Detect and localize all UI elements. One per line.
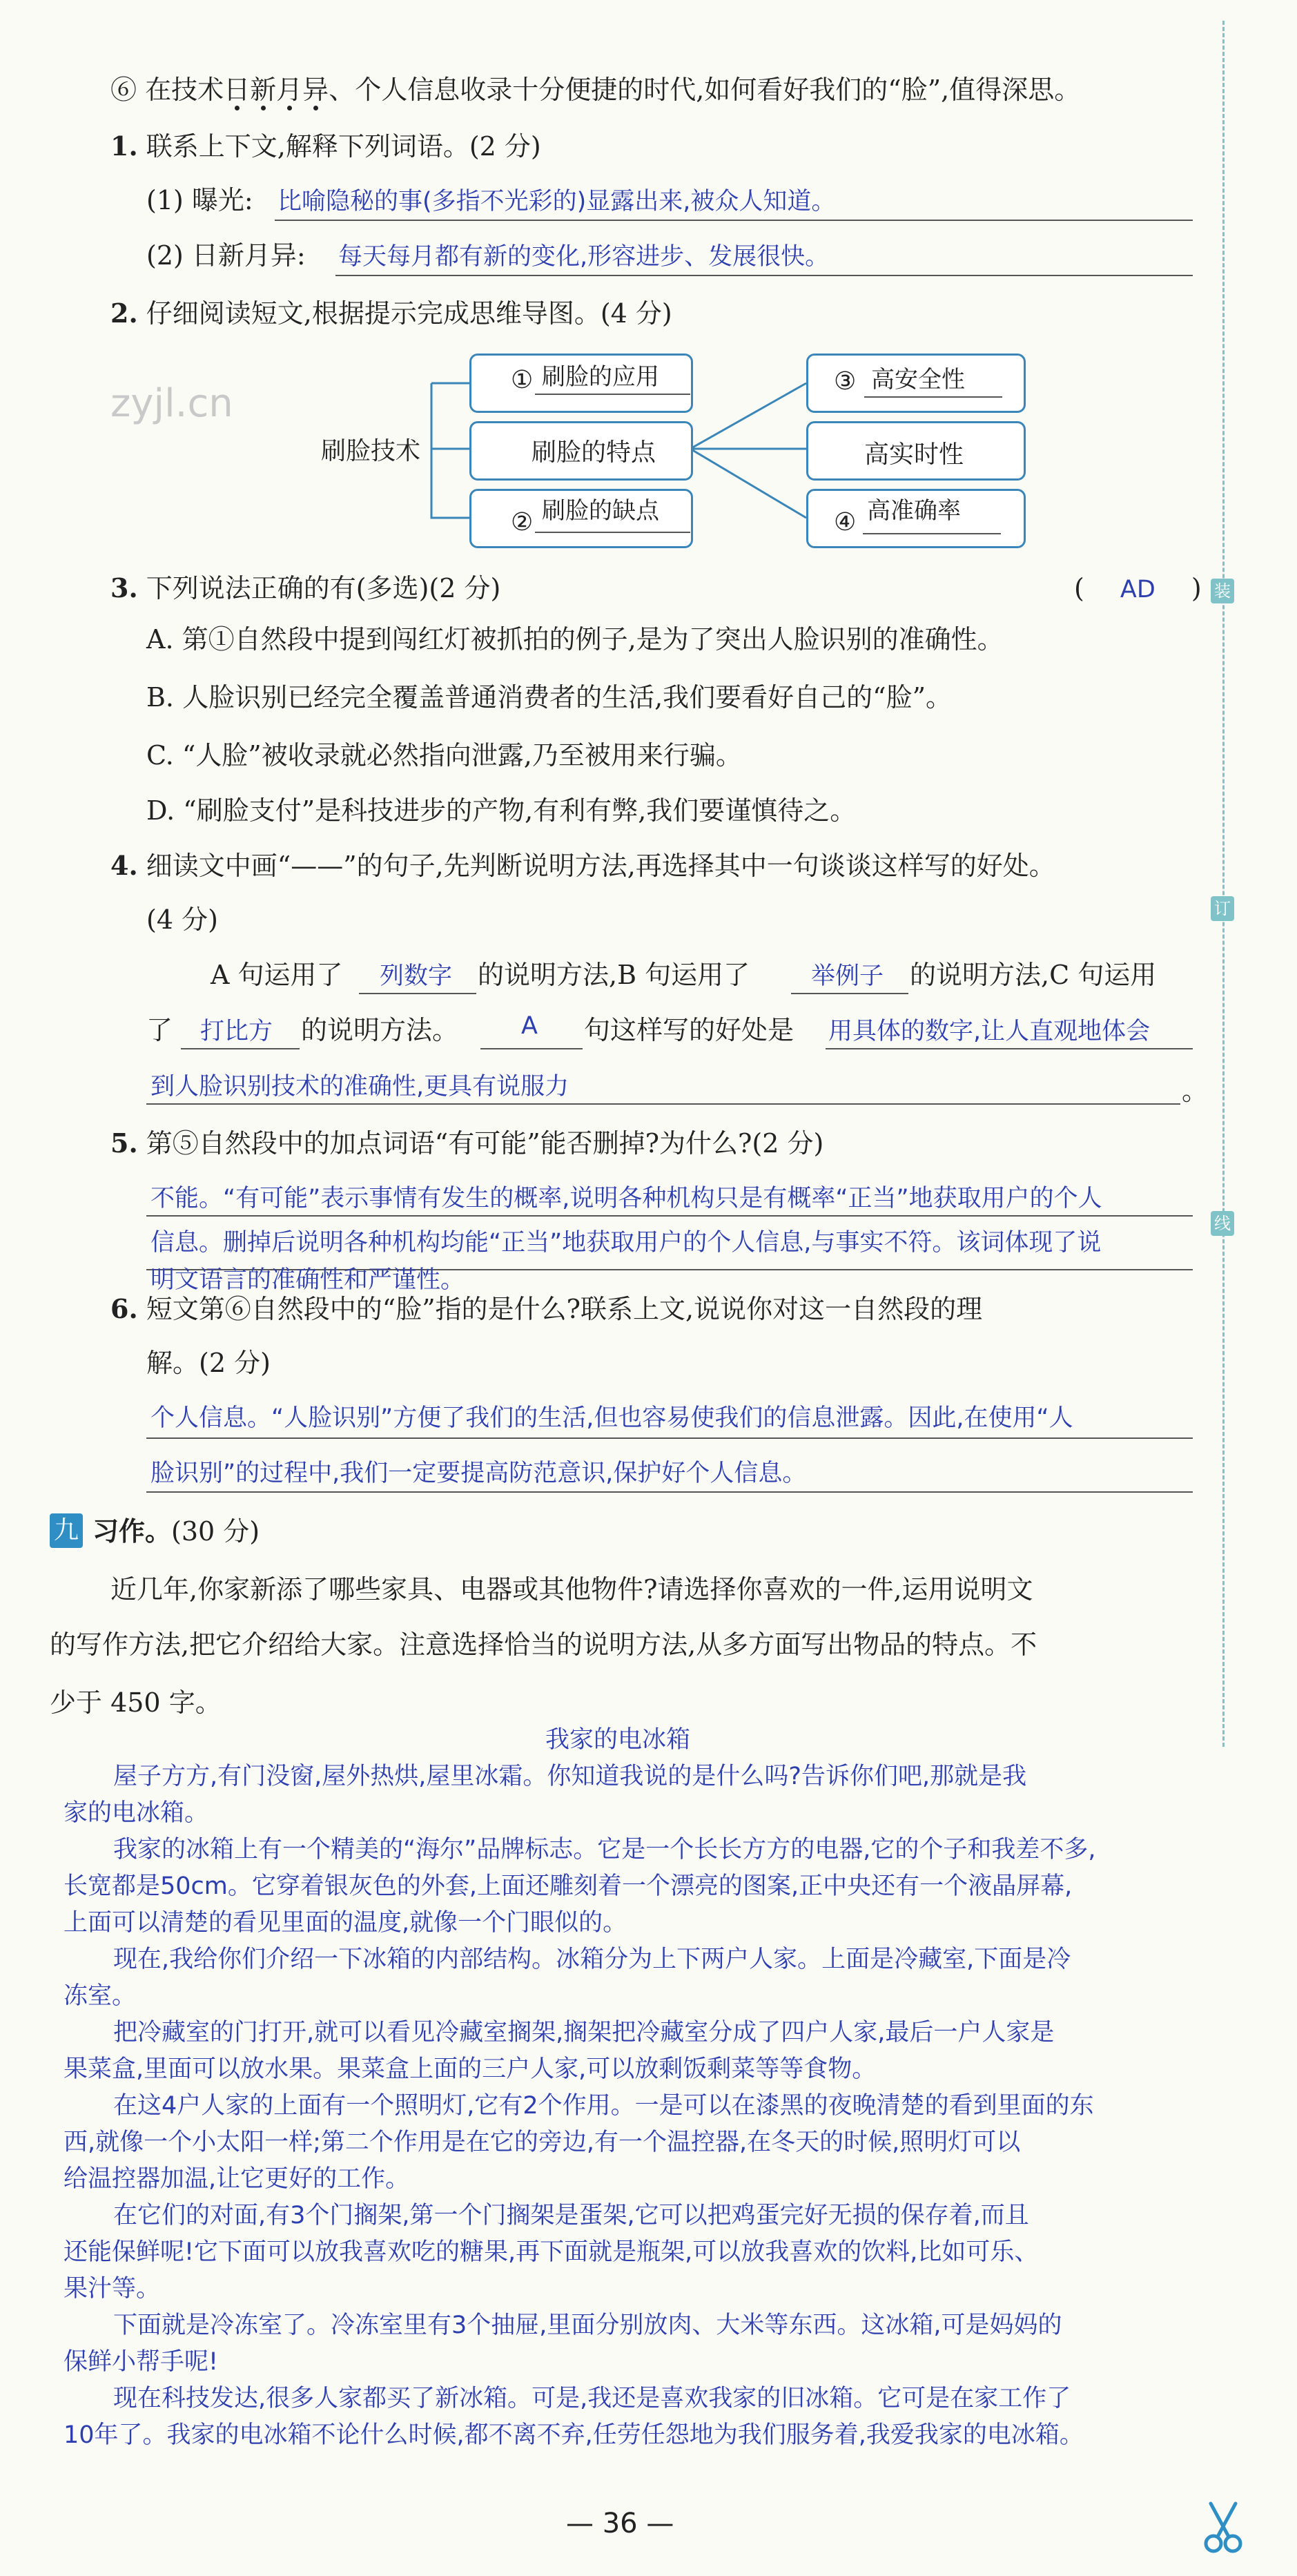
- essay-line: 家的电冰箱。: [64, 1799, 209, 1827]
- essay-line: 我家的冰箱上有一个精美的“海尔”品牌标志。它是一个长长方方的电器,它的个子和我差不多,: [113, 1836, 1096, 1863]
- side-label-ding: 订: [1211, 896, 1234, 921]
- q5-answer-line-1: 不能。“有可能”表示事情有发生的概率,说明各种机构只是有概率“正当”地获取用户的个人: [150, 1185, 1102, 1212]
- page-number: — 36 —: [566, 2508, 674, 2539]
- essay-line: 冻室。: [64, 1982, 137, 2010]
- essay-line: 还能保鲜呢!它下面可以放我喜欢吃的糖果,再下面就是瓶架,可以放我喜欢的饮料,比如可乐、: [64, 2238, 1039, 2266]
- scissors-icon: [1201, 2499, 1245, 2555]
- q6-prompt: 6. 短文第⑥自然段中的“脸”指的是什么?联系上文,说说你对这一自然段的理: [110, 1293, 983, 1324]
- q4-prompt: 4. 细读文中画“——”的句子,先判断说明方法,再选择其中一句谈谈这样写的好处。: [110, 850, 1055, 881]
- essay-line: 西,就像一个小太阳一样;第二个作用是在它的旁边,有一个温控器,在冬天的时候,照明灯可以: [64, 2129, 1021, 2156]
- q4-end: 。: [1182, 1076, 1209, 1106]
- writing-prompt-2: 的写作方法,把它介绍给大家。注意选择恰当的说明方法,从多方面写出物品的特点。不: [50, 1629, 1037, 1660]
- essay-line: 在它们的对面,有3个门搁架,第一个门搁架是蛋架,它可以把鸡蛋完好无损的保存着,而且: [113, 2202, 1029, 2229]
- node-number: ①: [511, 366, 534, 394]
- essay-line: 现在,我给你们介绍一下冰箱的内部结构。冰箱分为上下两户人家。上面是冷藏室,下面是冷: [113, 1946, 1071, 1973]
- q4-score: (4 分): [146, 904, 218, 935]
- writing-prompt-3: 少于 450 字。: [50, 1687, 222, 1718]
- essay-line: 屋子方方,有门没窗,屋外热烘,屋里冰霜。你知道我说的是什么吗?告诉你们吧,那就是我: [113, 1763, 1027, 1790]
- q4-text-2: 的说明方法,B 句运用了: [478, 960, 750, 990]
- node-number: ②: [511, 508, 534, 536]
- essay-line: 下面就是冷冻室了。冷冻室里有3个抽屉,里面分别放肉、大米等东西。这冰箱,可是妈妈的: [113, 2312, 1062, 2339]
- q2-prompt: 2. 仔细阅读短文,根据提示完成思维导图。(4 分): [110, 298, 672, 329]
- dotted-char: 新: [250, 75, 277, 105]
- q4-text-5: 的说明方法。: [301, 1015, 459, 1045]
- essay-line: 果汁等。: [64, 2275, 161, 2303]
- watermark: zyjl.cn: [110, 381, 233, 426]
- q4-answer-1: 列数字: [380, 962, 453, 990]
- q3-option-a: A. 第①自然段中提到闯红灯被抓拍的例子,是为了突出人脸识别的准确性。: [146, 624, 1004, 655]
- answer-line: [146, 1491, 1193, 1493]
- answer-line: [864, 396, 1002, 398]
- essay-line: 把冷藏室的门打开,就可以看见冷藏室搁架,搁架把冷藏室分成了四户人家,最后一户人家是: [113, 2019, 1055, 2046]
- q6-prompt-2: 解。(2 分): [146, 1348, 271, 1378]
- q1-item2-answer: 每天每月都有新的变化,形容进步、发展很快。: [338, 243, 830, 271]
- para-number: ⑥: [110, 75, 137, 105]
- essay-line: 保鲜小帮手呢!: [64, 2348, 219, 2376]
- essay-line: 给温控器加温,让它更好的工作。: [64, 2165, 410, 2193]
- essay-line: 果菜盒,里面可以放水果。果菜盒上面的三户人家,可以放剩饭剩菜等等食物。: [64, 2055, 877, 2083]
- q5-answer-line-3: 明文语言的准确性和严谨性。: [150, 1266, 465, 1294]
- answer-line: [146, 1437, 1193, 1439]
- q1-prompt: 1. 联系上下文,解释下列词语。(2 分): [110, 130, 541, 162]
- node-label: 高实时性: [864, 440, 964, 469]
- writing-prompt-1: 近几年,你家新添了哪些家具、电器或其他物件?请选择你喜欢的一件,运用说明文: [110, 1574, 1033, 1605]
- mindmap-root: 刷脸技术: [321, 437, 421, 465]
- essay-title: 我家的电冰箱: [545, 1726, 691, 1754]
- section-badge: 九: [50, 1513, 83, 1548]
- answer-line: [146, 1103, 1180, 1105]
- answer-line: [826, 1048, 1193, 1049]
- q4-text-3: 的说明方法,C 句运用: [910, 960, 1157, 990]
- node-answer: 高安全性: [871, 366, 965, 394]
- q4-text-4: 了: [146, 1015, 173, 1045]
- essay-line: 10年了。我家的电冰箱不论什么时候,都不离不弃,任劳任怨地为我们服务着,我爱我家的电冰箱。: [64, 2421, 1084, 2449]
- essay-line: 现在科技发达,很多人家都买了新冰箱。可是,我还是喜欢我家的旧冰箱。它可是在家工作了: [113, 2385, 1071, 2412]
- side-label-xian: 线: [1211, 1211, 1234, 1236]
- q3-answer-paren: ( AD ): [1074, 573, 1202, 603]
- essay-line: 长宽都是50cm。它穿着银灰色的外套,上面还雕刻着一个漂亮的图案,正中央还有一个液晶屏幕,: [64, 1872, 1073, 1900]
- q3-answer: AD: [1120, 576, 1155, 603]
- q5-prompt: 5. 第⑤自然段中的加点词语“有可能”能否删掉?为什么?(2 分): [110, 1127, 824, 1159]
- para-text-pre: 在技术: [145, 75, 224, 105]
- q6-answer-line-1: 个人信息。“人脸识别”方便了我们的生活,但也容易使我们的信息泄露。因此,在使用“人: [150, 1404, 1073, 1432]
- node-answer: 高准确率: [867, 497, 961, 525]
- answer-line: [535, 394, 690, 395]
- node-number: ③: [834, 367, 857, 396]
- q3-prompt: 3. 下列说法正确的有(多选)(2 分): [110, 572, 501, 603]
- answer-line: [480, 1048, 583, 1049]
- q4-answer-5: 用具体的数字,让人直观地体会: [828, 1018, 1151, 1045]
- node-answer: 刷脸的应用: [542, 363, 659, 391]
- dotted-char: 月: [276, 75, 303, 105]
- q4-text-1: A 句运用了: [211, 960, 343, 990]
- q4-answer-4: A: [521, 1012, 538, 1040]
- q1-item1-label: (1) 曝光:: [146, 185, 253, 215]
- q4-answer-6: 到人脸识别技术的准确性,更具有说服力: [150, 1073, 569, 1101]
- essay-line: 上面可以清楚的看见里面的温度,就像一个门眼似的。: [64, 1909, 627, 1937]
- dotted-char: 日: [224, 75, 251, 105]
- essay-body: [64, 1759, 1096, 2454]
- q3-option-b: B. 人脸识别已经完全覆盖普通消费者的生活,我们要看好自己的“脸”。: [146, 682, 953, 713]
- para-text-post: 、个人信息收录十分便捷的时代,如何看好我们的“脸”,值得深思。: [329, 75, 1081, 105]
- node-number: ④: [834, 508, 857, 536]
- answer-line: [791, 993, 908, 994]
- q4-answer-2: 举例子: [811, 962, 884, 990]
- node-answer: 刷脸的缺点: [542, 497, 659, 525]
- q6-answer-line-2: 脸识别”的过程中,我们一定要提高防范意识,保护好个人信息。: [150, 1460, 807, 1487]
- q1-item1-answer: 比喻隐秘的事(多指不光彩的)显露出来,被众人知道。: [277, 188, 836, 215]
- q3-option-d: D. “刷脸支付”是科技进步的产物,有利有弊,我们要谨慎待之。: [146, 795, 857, 826]
- q1-item2-label: (2) 日新月异:: [146, 240, 306, 271]
- answer-line: [359, 993, 476, 994]
- essay-line: 在这4户人家的上面有一个照明灯,它有2个作用。一是可以在漆黑的夜晚清楚的看到里面的东: [113, 2092, 1094, 2120]
- dotted-char: 异: [302, 75, 329, 105]
- answer-line: [181, 1048, 300, 1049]
- q3-option-c: C. “人脸”被收录就必然指向泄露,乃至被用来行骗。: [146, 740, 742, 771]
- answer-line: [863, 533, 1001, 534]
- side-label-zhuang: 装: [1211, 579, 1234, 603]
- q4-text-6: 句这样写的好处是: [584, 1015, 794, 1045]
- q4-answer-3: 打比方: [200, 1018, 273, 1045]
- q5-answer-line-2: 信息。删掉后说明各种机构均能“正当”地获取用户的个人信息,与事实不符。该词体现了说: [150, 1229, 1102, 1257]
- section-title: 习作。(30 分): [92, 1515, 260, 1547]
- answer-line: [535, 532, 690, 533]
- answer-line: [146, 1215, 1193, 1217]
- node-label: 刷脸的特点: [532, 438, 656, 467]
- mindmap-connectors: [0, 0, 1297, 566]
